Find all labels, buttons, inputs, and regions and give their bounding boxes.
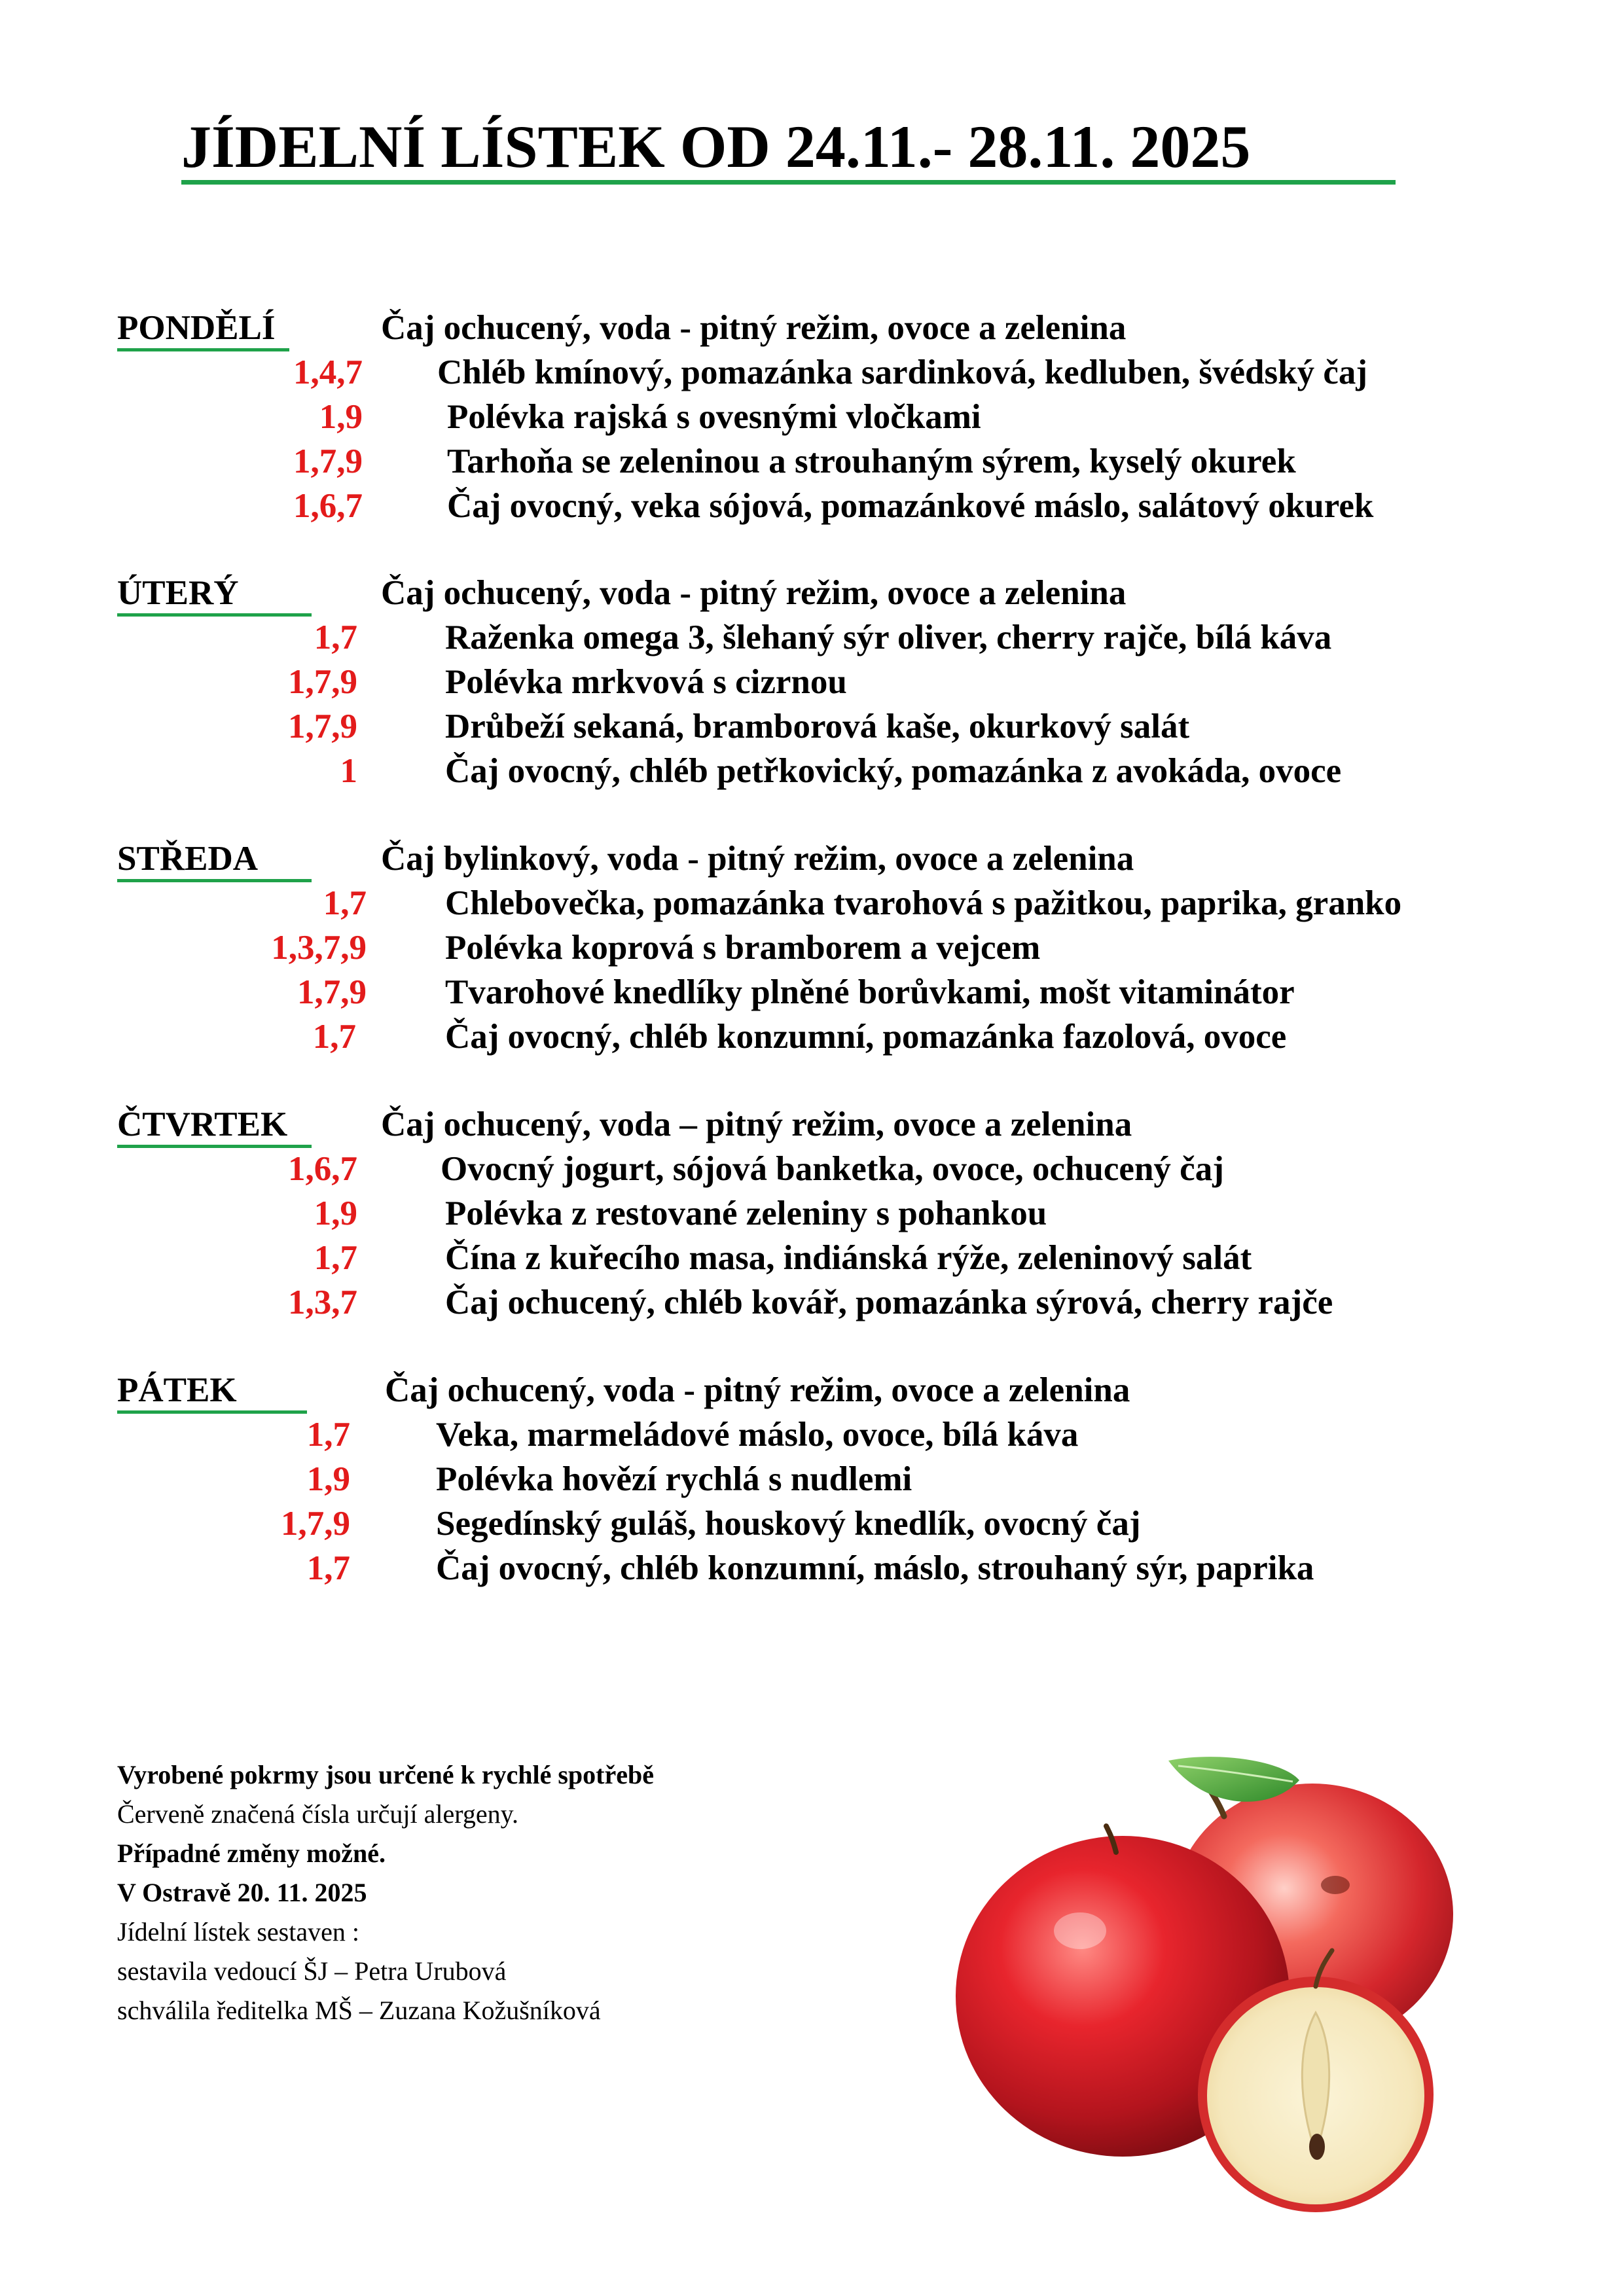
meal-text: Čaj ovocný, chléb konzumní, máslo, strouhaný sýr, paprika bbox=[436, 1549, 1314, 1587]
apples-image bbox=[943, 1754, 1499, 2225]
day-intro-friday: Čaj ochucený, voda - pitný režim, ovoce a zelenina bbox=[385, 1371, 1130, 1409]
meal-text: Polévka hovězí rychlá s nudlemi bbox=[436, 1460, 912, 1498]
meal-allergens: 1,9 bbox=[319, 398, 363, 436]
day-intro-monday: Čaj ochucený, voda - pitný režim, ovoce a zelenina bbox=[381, 309, 1127, 347]
meal-allergens: 1,7 bbox=[314, 619, 357, 656]
meal-allergens: 1 bbox=[340, 752, 357, 790]
meal-allergens: 1,7,9 bbox=[293, 442, 363, 480]
meal-allergens: 1,3,7,9 bbox=[271, 929, 367, 967]
meal-text: Polévka koprová s bramborem a vejcem bbox=[445, 929, 1041, 967]
meal-text: Raženka omega 3, šlehaný sýr oliver, cherry rajče, bílá káva bbox=[445, 619, 1332, 656]
meal-allergens: 1,4,7 bbox=[293, 353, 363, 391]
meal-text: Čaj ovocný, chléb petřkovický, pomazánka z avokáda, ovoce bbox=[445, 752, 1342, 790]
meal-allergens: 1,7 bbox=[306, 1416, 350, 1454]
day-underline-friday bbox=[117, 1410, 307, 1414]
apples-illustration bbox=[943, 1754, 1499, 2225]
meal-text: Čína z kuřecího masa, indiánská rýže, zeleninový salát bbox=[445, 1239, 1252, 1277]
day-underline-thursday bbox=[117, 1145, 312, 1148]
day-label-tuesday: ÚTERÝ bbox=[117, 574, 239, 612]
meal-text: Polévka rajská s ovesnými vločkami bbox=[447, 398, 981, 436]
day-label-thursday: ČTVRTEK bbox=[117, 1105, 288, 1143]
note-kitchen-head: sestavila vedoucí ŠJ – Petra Urubová bbox=[117, 1956, 507, 1986]
note-place-date: V Ostravě 20. 11. 2025 bbox=[117, 1878, 367, 1907]
meal-text: Tarhoňa se zeleninou a strouhaným sýrem, kyselý okurek bbox=[447, 442, 1296, 480]
meal-text: Čaj ochucený, chléb kovář, pomazánka sýrová, cherry rajče bbox=[445, 1283, 1333, 1321]
meal-text: Chléb kmínový, pomazánka sardinková, kedluben, švédský čaj bbox=[437, 353, 1368, 391]
day-underline-tuesday bbox=[117, 613, 312, 617]
note-approved-by: schválila ředitelka MŠ – Zuzana Kožušníková bbox=[117, 1996, 601, 2025]
meal-text: Polévka mrkvová s cizrnou bbox=[445, 663, 847, 701]
note-compiled-by: Jídelní lístek sestaven : bbox=[117, 1917, 359, 1946]
meal-allergens: 1,7 bbox=[306, 1549, 350, 1587]
meal-text: Drůbeží sekaná, bramborová kaše, okurkový salát bbox=[445, 708, 1190, 745]
meal-allergens: 1,7,9 bbox=[288, 663, 357, 701]
meal-allergens: 1,6,7 bbox=[293, 487, 363, 525]
meal-allergens: 1,9 bbox=[314, 1194, 357, 1232]
page-title: JÍDELNÍ LÍSTEK OD 24.11.- 28.11. 2025 bbox=[181, 113, 1251, 180]
meal-allergens: 1,7,9 bbox=[297, 973, 367, 1011]
meal-allergens: 1,7,9 bbox=[288, 708, 357, 745]
meal-text: Chlebovečka, pomazánka tvarohová s pažitkou, paprika, granko bbox=[445, 884, 1402, 922]
meal-text: Segedínský guláš, houskový knedlík, ovocný čaj bbox=[436, 1505, 1141, 1543]
meal-allergens: 1,6,7 bbox=[288, 1150, 357, 1188]
day-intro-tuesday: Čaj ochucený, voda - pitný režim, ovoce a zelenina bbox=[381, 574, 1127, 612]
day-underline-wednesday bbox=[117, 879, 312, 882]
note-changes-possible: Případné změny možné. bbox=[117, 1839, 386, 1868]
meal-allergens: 1,7,9 bbox=[281, 1505, 350, 1543]
day-label-friday: PÁTEK bbox=[117, 1371, 237, 1409]
meal-text: Tvarohové knedlíky plněné borůvkami, mošt vitaminátor bbox=[445, 973, 1295, 1011]
meal-allergens: 1,7 bbox=[312, 1018, 356, 1056]
note-allergen-legend: Červeně značená čísla určují alergeny. bbox=[117, 1799, 519, 1829]
note-quick-consumption: Vyrobené pokrmy jsou určené k rychlé spotřebě bbox=[117, 1760, 654, 1789]
day-label-monday: PONDĚLÍ bbox=[117, 309, 276, 347]
day-intro-thursday: Čaj ochucený, voda – pitný režim, ovoce a zelenina bbox=[381, 1105, 1132, 1143]
day-underline-monday bbox=[117, 348, 289, 351]
meal-allergens: 1,7 bbox=[314, 1239, 357, 1277]
day-intro-wednesday: Čaj bylinkový, voda - pitný režim, ovoce a zelenina bbox=[381, 840, 1134, 878]
meal-text: Čaj ovocný, veka sójová, pomazánkové máslo, salátový okurek bbox=[447, 487, 1374, 525]
meal-text: Polévka z restované zeleniny s pohankou bbox=[445, 1194, 1047, 1232]
meal-allergens: 1,7 bbox=[323, 884, 367, 922]
day-label-wednesday: STŘEDA bbox=[117, 840, 259, 878]
title-underline bbox=[181, 180, 1396, 185]
meal-text: Čaj ovocný, chléb konzumní, pomazánka fazolová, ovoce bbox=[445, 1018, 1287, 1056]
meal-allergens: 1,3,7 bbox=[288, 1283, 357, 1321]
meal-allergens: 1,9 bbox=[306, 1460, 350, 1498]
meal-text: Ovocný jogurt, sójová banketka, ovoce, ochucený čaj bbox=[441, 1150, 1224, 1188]
meal-text: Veka, marmeládové máslo, ovoce, bílá káva bbox=[436, 1416, 1079, 1454]
